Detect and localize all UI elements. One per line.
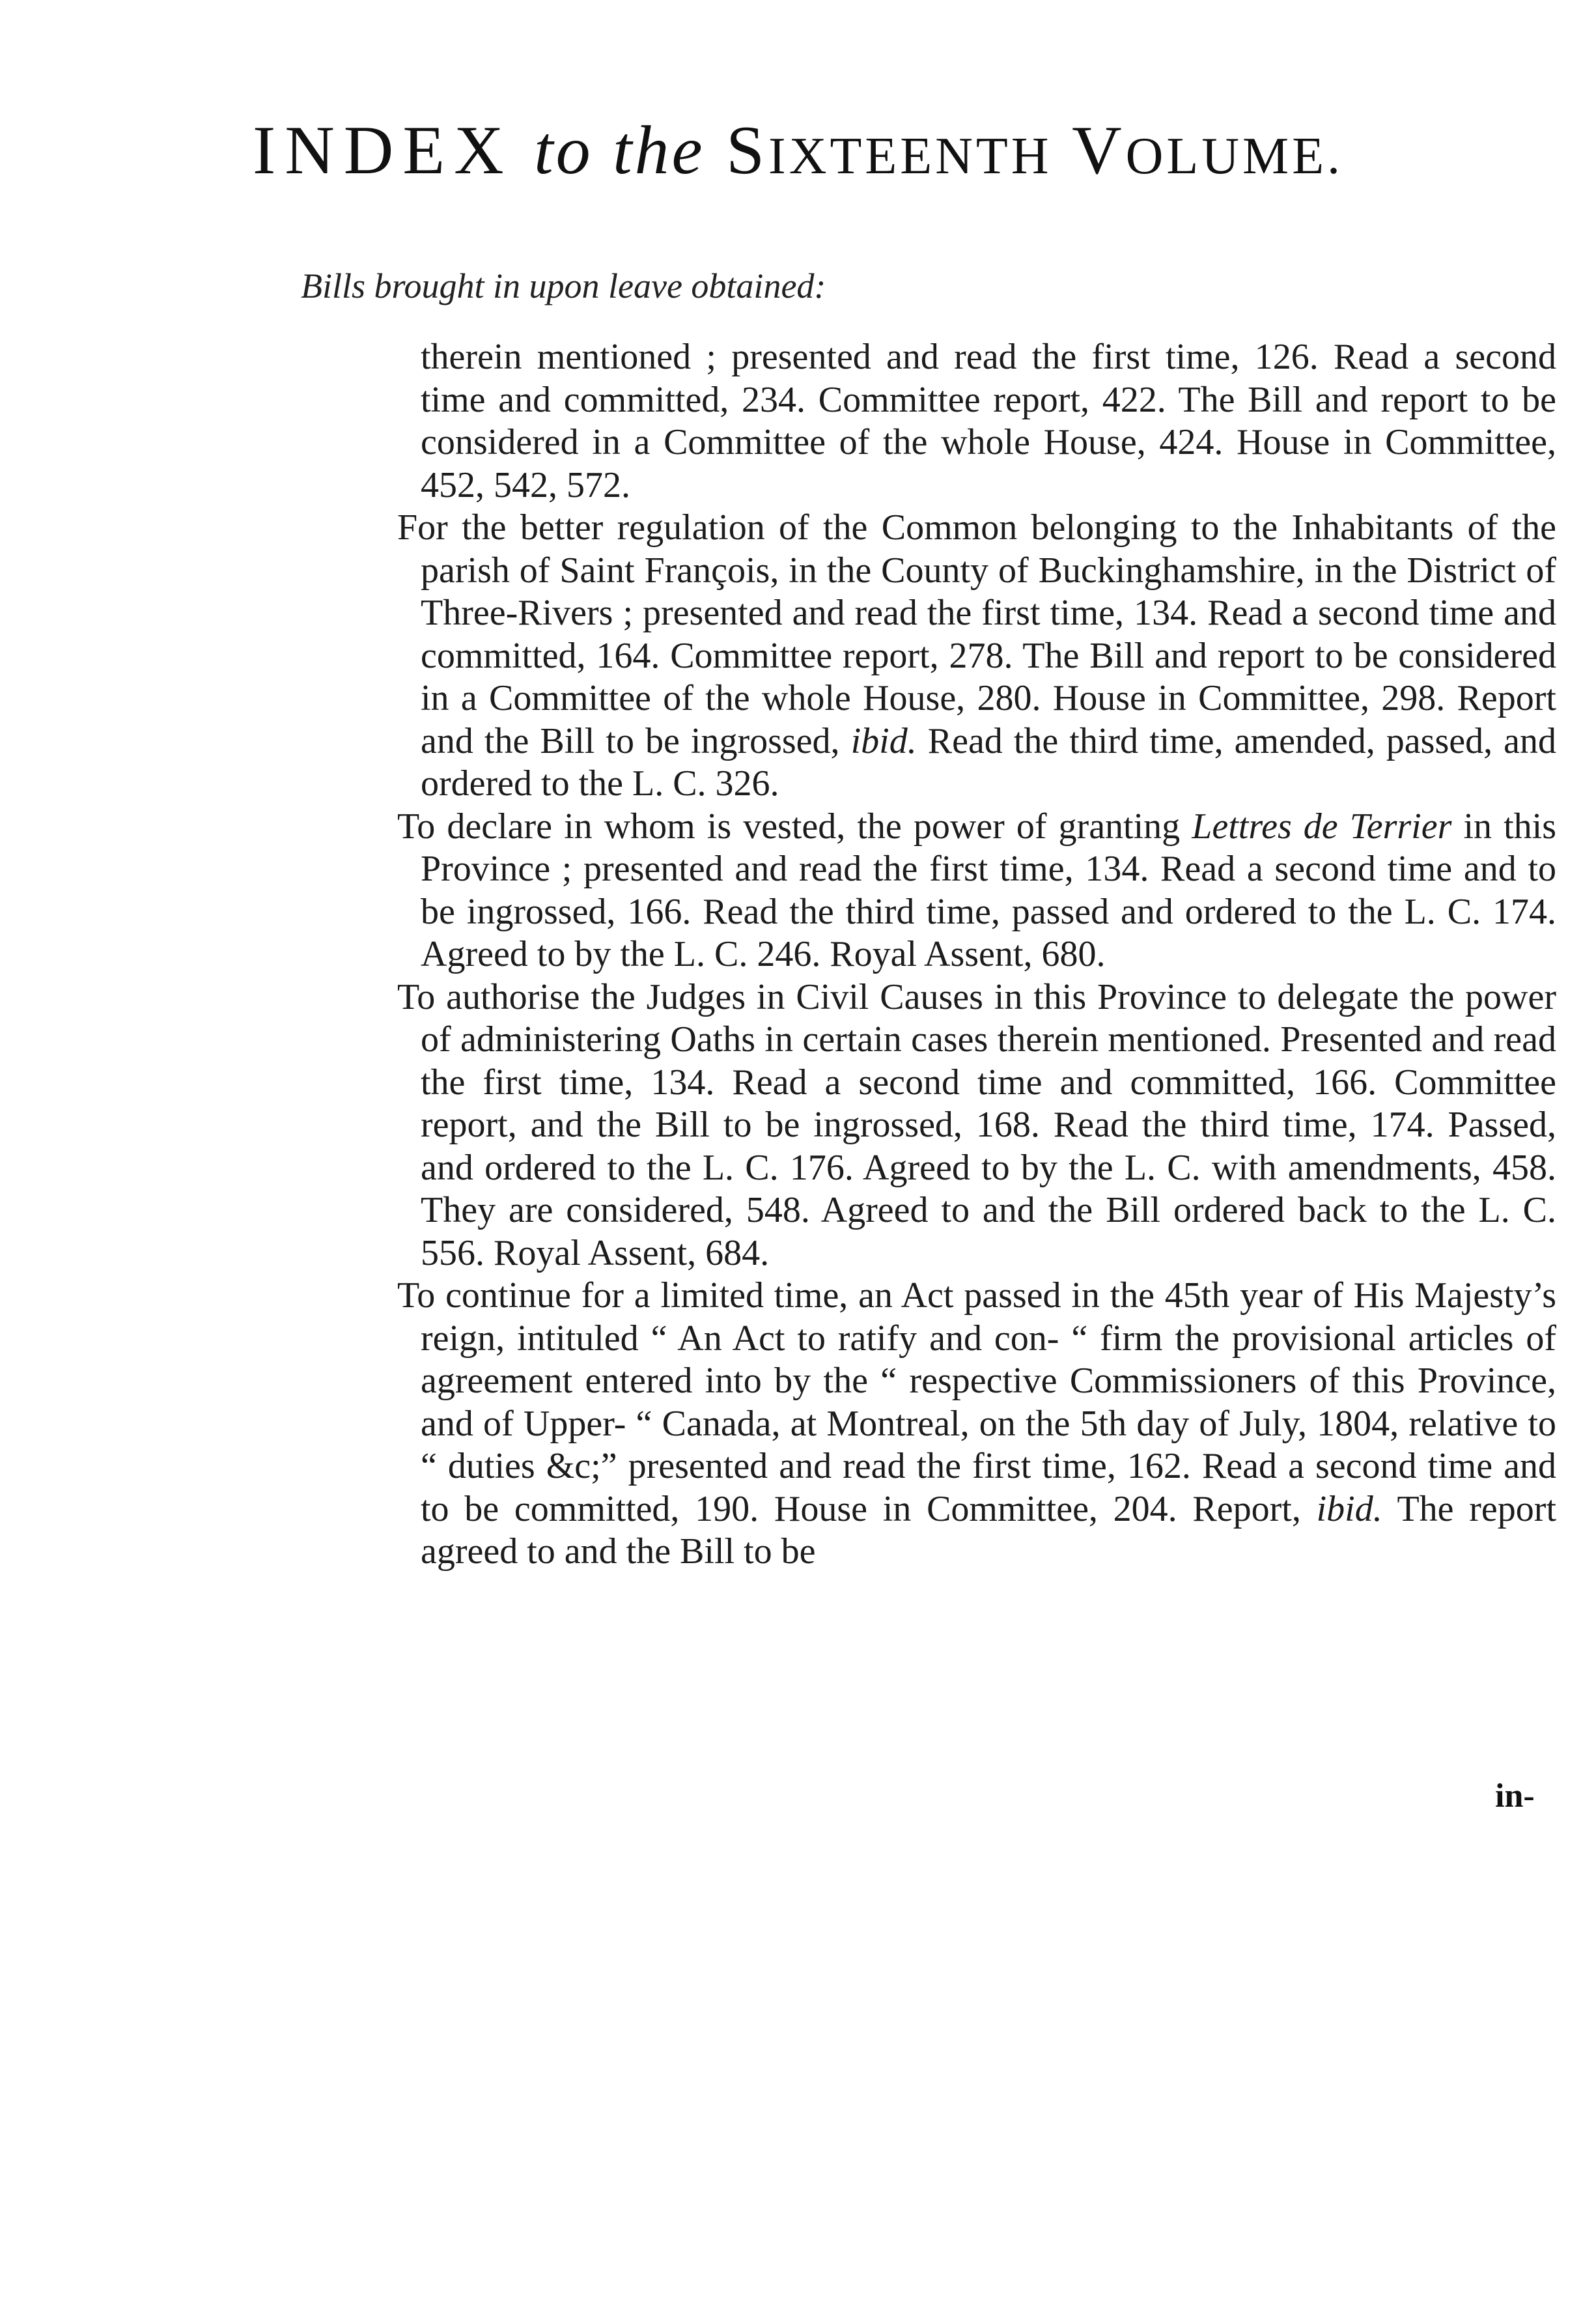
- section-heading: Bills brought in upon leave obtained:: [301, 266, 826, 305]
- title-volume-initial: V: [1072, 112, 1126, 188]
- entry-text: The report agreed to and the Bill to be: [421, 1488, 1556, 1572]
- entry-text: To declare in whom is vested, the power of granting: [397, 806, 1192, 847]
- index-entry: [397, 976, 1556, 1275]
- entry-text: To continue for a limited time, an Act passed in the 45th year of His Majesty’s reign, intituled “ An Act to ratify and con- “ firm the provisional articles of agreement entered into by the “ respective Commissioners of this Province, and of Upper- “ Canada, at Montreal, on the 5th day of July, 1804, relative to “ duties &c;” presented and read the first time, 162. Read a second time and to be committed, 190. House in Committee, 204. Report,: [397, 1275, 1556, 1529]
- entry-text: Read the third time, amended, passed, and ordered to the L. C. 326.: [421, 720, 1556, 804]
- index-entry: [397, 806, 1556, 976]
- index-entry: [397, 1275, 1556, 1574]
- title-index-word: INDEX: [252, 112, 513, 188]
- entry-italic-text: ibid.: [850, 720, 917, 761]
- entry-italic-text: Lettres de Terrier: [1192, 806, 1452, 847]
- index-entries: [397, 336, 1556, 1574]
- title-to-the: to the: [534, 112, 705, 188]
- index-entry: [397, 336, 1556, 507]
- entry-italic-text: ibid.: [1316, 1488, 1382, 1529]
- title-sixteenth-rest: IXTEENTH: [768, 128, 1052, 185]
- entry-text: To authorise the Judges in Civil Causes in this Province to delegate the power of administering Oaths in certain cases therein mentioned. Presented and read the first time, 134. Read a second time and committed, 166. Committee report, and the Bill to be ingrossed, 168. Read the third time, 174. Passed, and ordered to the L. C. 176. Agreed to by the L. C. with amendments, 458. They are considered, 548. Agreed to and the Bill ordered back to the L. C. 556. Royal Assent, 684.: [397, 976, 1556, 1273]
- catchword: in-: [1495, 1777, 1535, 1815]
- entry-text: in this Province ; presented and read the first time, 134. Read a second time and to be ingrossed, 166. Read the third time, passed and ordered to the L. C. 174. Agreed to by the L. C. 246. Royal Assent, 680.: [421, 806, 1557, 974]
- entry-text: For the better regulation of the Common belonging to the Inhabitants of the parish of Saint François, in the County of Buckinghamshire, in the District of Three-Rivers ; presented and read the first time, 134. Read a second time and committed, 164. Committee report, 278. The Bill and report to be considered in a Committee of the whole House, 280. House in Committee, 298. Report and the Bill to be ingrossed,: [397, 507, 1556, 761]
- page-title: [0, 111, 1596, 190]
- title-sixteenth-initial: S: [726, 112, 769, 188]
- entry-text: therein mentioned ; presented and read the first time, 126. Read a second time and committed, 234. Committee report, 422. The Bill and report to be considered in a Committee of the whole House, 424. House in Committee, 452, 542, 572.: [421, 337, 1556, 505]
- index-entry: [397, 507, 1556, 806]
- title-volume-rest: OLUME.: [1125, 128, 1344, 185]
